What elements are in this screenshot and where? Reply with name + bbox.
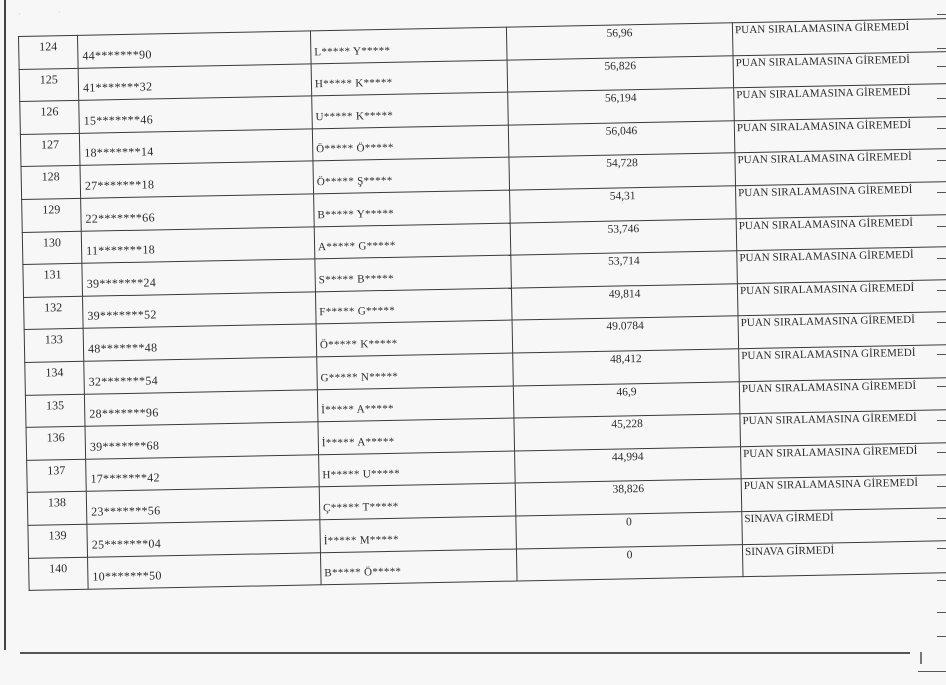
row-number-cell: [24, 329, 84, 363]
id-number: 18*******14: [84, 144, 154, 161]
candidate-name-cell: [320, 516, 517, 552]
status-cell: [732, 19, 946, 56]
candidate-name: İ***** A*****: [321, 435, 395, 449]
status-cell: [739, 344, 946, 381]
status-cell: [736, 214, 946, 251]
row-number: 126: [40, 104, 59, 119]
scan-speck: ·: [18, 10, 21, 19]
candidate-name: H***** U*****: [322, 468, 401, 482]
status-cell: [734, 84, 946, 121]
candidate-name: U***** K*****: [315, 109, 394, 124]
row-number-cell: [19, 68, 79, 102]
edge-tick: [937, 612, 946, 613]
edge-tick: [937, 66, 946, 67]
candidate-name-cell: [319, 451, 516, 487]
status-cell: [735, 149, 946, 186]
id-number: 25*******04: [91, 535, 162, 552]
row-number: 127: [40, 137, 60, 152]
id-number-cell: [78, 63, 312, 100]
id-number-cell: [79, 96, 313, 133]
row-number: 136: [46, 430, 65, 445]
row-number-cell: [22, 231, 82, 265]
score: 56,96: [606, 27, 633, 40]
status: PUAN SIRALAMASINA GİREMEDİ: [736, 86, 911, 102]
status: PUAN SIRALAMASINA GİREMEDİ: [734, 20, 910, 37]
row-number: 132: [44, 299, 63, 315]
edge-tick: [937, 420, 946, 421]
score-cell: [513, 381, 740, 418]
candidate-name: A***** G*****: [317, 239, 396, 254]
score-cell: [506, 23, 733, 60]
results-table: [18, 18, 946, 591]
id-number-cell: [83, 324, 317, 361]
id-number: 39*******68: [89, 438, 160, 454]
status: PUAN SIRALAMASINA GİREMEDİ: [743, 444, 918, 460]
status: PUAN SIRALAMASINA GİREMEDİ: [735, 53, 911, 69]
status-cell: [738, 312, 946, 349]
edge-tick: [937, 258, 946, 259]
status-cell: [739, 377, 946, 414]
candidate-name: B***** Y*****: [317, 207, 395, 221]
id-number: 11*******18: [86, 242, 156, 258]
candidate-name-cell: [315, 255, 512, 291]
id-number-cell: [86, 487, 320, 524]
row-number: 125: [39, 71, 58, 87]
candidate-name: Ö***** Ö*****: [316, 142, 394, 156]
score-cell: [507, 55, 734, 92]
id-number: 23*******56: [91, 503, 161, 519]
row-number: 133: [44, 332, 63, 347]
edge-tick: [937, 98, 946, 99]
row-number-cell: [25, 361, 85, 395]
candidate-name-cell: [313, 157, 510, 193]
status-cell: [740, 410, 946, 447]
score-cell: [508, 88, 735, 125]
row-number-cell: [27, 492, 87, 526]
edge-tick: [937, 354, 946, 355]
row-number-cell: [20, 133, 80, 167]
score-cell: [515, 479, 742, 516]
candidate-name-cell: [312, 92, 509, 128]
right-edge-marks: [934, 0, 946, 685]
row-number: 135: [45, 397, 65, 413]
status: PUAN SIRALAMASINA GİREMEDİ: [741, 346, 916, 363]
score-cell: [509, 153, 736, 190]
score-cell: [510, 218, 737, 255]
score-cell: [510, 186, 737, 223]
candidate-name-cell: [311, 60, 508, 96]
edge-tick: [937, 128, 946, 129]
id-number-cell: [87, 520, 321, 557]
edge-tick: [937, 14, 946, 15]
status: PUAN SIRALAMASINA GİREMEDİ: [742, 411, 917, 428]
id-number: 10*******50: [92, 568, 162, 584]
id-number: 28*******96: [89, 405, 159, 421]
score: 49,814: [608, 287, 641, 301]
row-number-cell: [19, 35, 79, 69]
score-cell: [512, 316, 739, 353]
status-cell: [737, 247, 946, 284]
id-number-cell: [77, 31, 311, 68]
row-number-cell: [26, 426, 86, 460]
status: PUAN SIRALAMASINA GİREMEDİ: [738, 216, 914, 232]
status-cell: [734, 116, 946, 153]
score: 53,714: [608, 255, 640, 268]
candidate-name-cell: [318, 418, 515, 454]
status: PUAN SIRALAMASINA GİREMEDİ: [739, 249, 914, 265]
status: PUAN SIRALAMASINA GİREMEDİ: [741, 379, 917, 395]
bottom-rule: [20, 652, 910, 654]
candidate-name: B***** Ö*****: [324, 565, 402, 580]
row-number-cell: [23, 263, 83, 297]
candidate-name-cell: [315, 288, 512, 324]
score-cell: [513, 349, 740, 386]
id-number-cell: [81, 194, 315, 231]
row-number: 134: [45, 365, 64, 380]
score-cell: [516, 544, 743, 581]
status: PUAN SIRALAMASINA GİREMEDİ: [739, 281, 915, 297]
candidate-name-cell: [316, 320, 513, 356]
score: 48,412: [609, 353, 642, 366]
score-cell: [515, 446, 742, 483]
row-number: 124: [39, 39, 58, 54]
edge-tick: [937, 160, 946, 161]
status-cell: [742, 507, 946, 544]
results-table-body: [19, 19, 946, 591]
row-number: 140: [49, 560, 68, 575]
edge-tick: [937, 48, 946, 49]
row-number: 138: [47, 495, 67, 510]
candidate-name-cell: [314, 190, 511, 226]
row-number: 131: [43, 267, 62, 282]
row-number: 139: [48, 528, 67, 543]
candidate-name: İ***** A*****: [321, 402, 395, 417]
id-number: 41*******32: [82, 79, 153, 95]
id-number: 39*******52: [87, 307, 157, 324]
id-number-cell: [86, 455, 320, 492]
score-cell: [514, 414, 741, 451]
candidate-name-cell: [310, 27, 507, 63]
candidate-name: G***** N*****: [320, 370, 399, 384]
edge-tick: [937, 518, 946, 519]
status: PUAN SIRALAMASINA GİREMEDİ: [740, 314, 916, 330]
candidate-name-cell: [317, 353, 514, 389]
candidate-name-cell: [317, 386, 514, 422]
candidate-name-cell: [319, 483, 516, 519]
score: 56,046: [605, 124, 638, 138]
status-cell: [741, 442, 946, 479]
id-number-cell: [83, 292, 317, 329]
status-cell: [733, 51, 946, 88]
candidate-name-cell: [312, 125, 509, 161]
edge-tick: [937, 386, 946, 387]
score: 45,228: [611, 418, 643, 431]
bottom-rule-right: [918, 671, 946, 672]
id-number-cell: [84, 389, 318, 426]
candidate-name-cell: [320, 549, 517, 585]
score: 0: [625, 516, 632, 529]
row-number-cell: [25, 394, 85, 428]
score-cell: [511, 251, 738, 288]
id-number-cell: [81, 226, 315, 263]
edge-tick: [937, 290, 946, 291]
edge-tick: [937, 548, 946, 549]
id-number: 15*******46: [83, 112, 154, 128]
id-number: 32*******54: [88, 372, 159, 389]
score-cell: [511, 283, 738, 320]
id-number: 48*******48: [87, 340, 158, 356]
id-number-cell: [82, 259, 316, 296]
candidate-name: L***** Y*****: [314, 44, 391, 58]
edge-tick: [937, 636, 946, 637]
row-number: 137: [47, 462, 66, 478]
candidate-name: Ö***** Ş*****: [316, 174, 393, 189]
status-cell: [741, 475, 946, 512]
row-number-cell: [20, 101, 80, 135]
edge-tick: [937, 192, 946, 193]
edge-tick: [937, 452, 946, 453]
edge-tick: [937, 580, 946, 581]
candidate-name-cell: [314, 223, 511, 259]
id-number: 44*******90: [82, 47, 152, 63]
row-number-cell: [21, 166, 81, 200]
id-number-cell: [80, 161, 314, 198]
row-number: 129: [42, 202, 61, 217]
status-cell: [736, 181, 946, 218]
corner-mark: [920, 652, 922, 664]
status: PUAN SIRALAMASINA GİREMEDİ: [738, 183, 913, 200]
score: 53,746: [607, 222, 640, 236]
status: PUAN SIRALAMASINA GİREMEDİ: [736, 118, 912, 134]
id-number: 17*******42: [90, 470, 160, 487]
candidate-name: Ç***** T*****: [323, 500, 399, 515]
score-cell: [508, 121, 735, 158]
score: 56,826: [604, 59, 637, 73]
status-cell: [737, 279, 946, 316]
id-number: 22*******66: [85, 209, 155, 226]
id-number: 39*******24: [86, 275, 157, 291]
status: PUAN SIRALAMASINA GİREMEDİ: [743, 477, 919, 493]
page-left-edge: [4, 0, 6, 650]
score: 54,728: [606, 157, 638, 171]
score: 38,826: [612, 483, 645, 496]
edge-tick: [937, 322, 946, 323]
candidate-name: İ***** M*****: [323, 533, 399, 547]
row-number-cell: [29, 557, 89, 591]
row-number-cell: [24, 296, 84, 330]
score-cell: [516, 512, 743, 549]
row-number-cell: [27, 459, 87, 493]
edge-tick: [937, 486, 946, 487]
id-number-cell: [79, 129, 313, 166]
row-number: 130: [42, 234, 62, 250]
score: 46,9: [616, 385, 637, 399]
id-number: 27*******18: [84, 177, 155, 193]
row-number-cell: [22, 198, 82, 232]
status: PUAN SIRALAMASINA GİREMEDİ: [737, 151, 912, 167]
candidate-name: Ö***** K*****: [319, 337, 398, 352]
id-number-cell: [88, 552, 322, 589]
status: SINAVA GİRMEDİ: [744, 511, 834, 526]
score: 44,994: [611, 450, 644, 464]
score: 56,194: [604, 92, 637, 105]
candidate-name: F***** G*****: [319, 305, 396, 319]
score: 0: [626, 548, 633, 561]
row-number-cell: [28, 524, 88, 558]
status: SINAVA GİRMEDİ: [744, 543, 835, 558]
status-cell: [742, 540, 946, 577]
score: 49.0784: [606, 320, 644, 334]
score: 54,31: [609, 190, 636, 203]
row-number: 128: [41, 169, 60, 184]
scan-speck: ·: [58, 8, 61, 17]
candidate-name: H***** K*****: [314, 77, 393, 91]
id-number-cell: [84, 357, 318, 394]
candidate-name: S***** B*****: [318, 272, 394, 287]
edge-tick: [937, 226, 946, 227]
id-number-cell: [85, 422, 319, 459]
